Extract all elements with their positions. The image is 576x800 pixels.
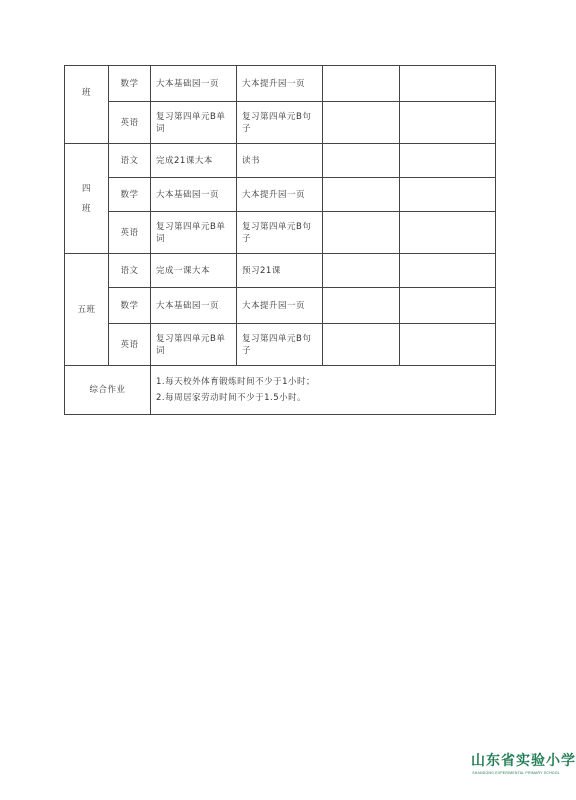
table-row [65, 212, 496, 254]
task-cell: 大本提升园一页 [237, 178, 323, 212]
subject-cell: 数学 [109, 178, 151, 212]
school-logo [471, 750, 576, 775]
empty-cell [323, 178, 400, 212]
empty-cell [400, 212, 496, 254]
subject-cell: 语文 [109, 144, 151, 178]
task-cell: 大本提升园一页 [237, 288, 323, 324]
empty-cell [400, 288, 496, 324]
empty-cell [400, 178, 496, 212]
task-cell: 读书 [237, 144, 323, 178]
empty-cell [400, 66, 496, 102]
task-cell: 复习第四单元B单词 [151, 324, 237, 366]
subject-cell: 数学 [109, 66, 151, 102]
empty-cell [323, 102, 400, 144]
class-cell: 四 班 [65, 144, 109, 254]
school-logo-subtitle: SHANDONG EXPERIMENTAL PRIMARY SCHOOL [472, 771, 560, 775]
table-row [65, 102, 496, 144]
task-cell: 复习第四单元B句子 [237, 324, 323, 366]
task-cell: 大本提升园一页 [237, 66, 323, 102]
empty-cell [323, 288, 400, 324]
task-cell: 复习第四单元B句子 [237, 212, 323, 254]
task-cell: 大本基础园一页 [151, 66, 237, 102]
summary-line: 2.每周居家劳动时间不少于1.5小时。 [156, 393, 307, 403]
task-cell: 完成21课大本 [151, 144, 237, 178]
empty-cell [400, 254, 496, 288]
summary-content [151, 366, 496, 415]
table-row [65, 288, 496, 324]
class-cell: 五班 [65, 254, 109, 366]
table-row [65, 178, 496, 212]
subject-cell: 英语 [109, 102, 151, 144]
empty-cell [400, 102, 496, 144]
empty-cell [323, 254, 400, 288]
subject-cell: 语文 [109, 254, 151, 288]
summary-line: 1.每天校外体育锻炼时间不少于1小时； [156, 377, 316, 387]
task-cell: 大本基础园一页 [151, 288, 237, 324]
subject-cell: 英语 [109, 212, 151, 254]
task-cell: 完成一课大本 [151, 254, 237, 288]
summary-label: 综合作业 [65, 366, 151, 415]
summary-row [65, 366, 496, 415]
task-cell: 大本基础园一页 [151, 178, 237, 212]
empty-cell [323, 66, 400, 102]
table-row [65, 66, 496, 102]
empty-cell [323, 144, 400, 178]
subject-cell: 数学 [109, 288, 151, 324]
empty-cell [323, 324, 400, 366]
task-cell: 复习第四单元B句子 [237, 102, 323, 144]
table-row [65, 144, 496, 178]
empty-cell [400, 144, 496, 178]
subject-cell: 英语 [109, 324, 151, 366]
empty-cell [400, 324, 496, 366]
table-row [65, 254, 496, 288]
class-cell: 班 [65, 66, 109, 144]
homework-table [64, 65, 496, 415]
task-cell: 复习第四单元B单词 [151, 212, 237, 254]
school-logo-name: 山东省实验小学 [471, 753, 576, 769]
task-cell: 复习第四单元B单词 [151, 102, 237, 144]
task-cell: 预习21课 [237, 254, 323, 288]
table-row [65, 324, 496, 366]
empty-cell [323, 212, 400, 254]
